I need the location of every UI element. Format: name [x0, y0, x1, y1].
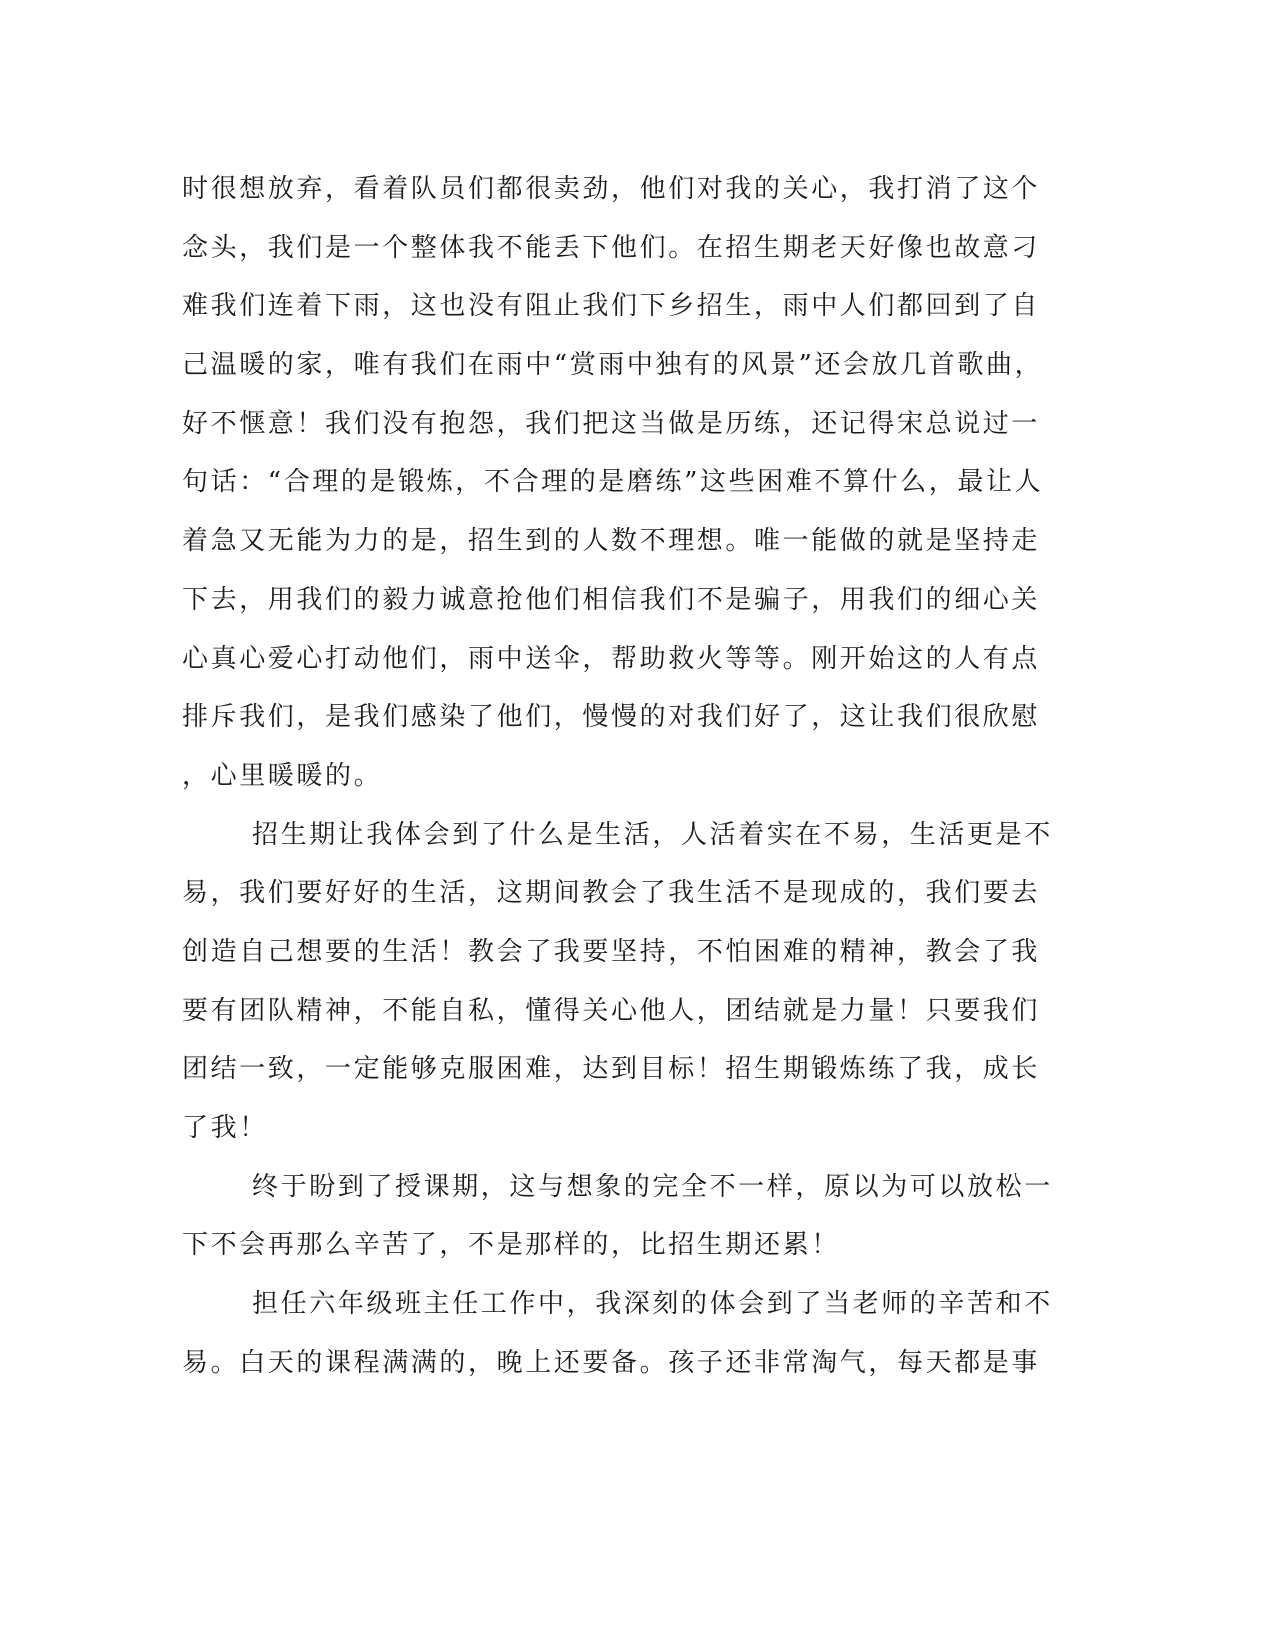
- paragraph-start-line: 担任六年级班主任工作中，我深刻的体会到了当老师的辛苦和不: [252, 1289, 1053, 1320]
- text-line: 下不会再那么辛苦了，不是那样的，比招生期还累！: [182, 1230, 840, 1261]
- text-line: 难我们连着下雨，这也没有阻止我们下乡招生，雨中人们都回到了自: [182, 291, 1041, 322]
- text-line: 易，我们要好好的生活，这期间教会了我生活不是现成的，我们要去: [182, 878, 1041, 909]
- text-line: 要有团队精神，不能自私，懂得关心他人，团结就是力量！只要我们: [182, 995, 1041, 1026]
- text-line: 下去，用我们的毅力诚意抢他们相信我们不是骗子，用我们的细心关: [182, 584, 1041, 615]
- text-line: 好不惬意！我们没有抱怨，我们把这当做是历练，还记得宋总说过一: [182, 408, 1041, 439]
- text-line: 易。白天的课程满满的，晚上还要备。孩子还非常淘气，每天都是事: [182, 1347, 1041, 1378]
- text-line: 句话：“合理的是锻炼，不合理的是磨练”这些困难不算什么，最让人: [182, 467, 1044, 498]
- body-text: [182, 160, 1062, 1392]
- text-line: 团结一致，一定能够克服困难，达到目标！招生期锻炼练了我，成长: [182, 1054, 1041, 1085]
- paragraph-start-line: 招生期让我体会到了什么是生活，人活着实在不易，生活更是不: [252, 819, 1053, 850]
- text-line: 了我！: [182, 1113, 268, 1143]
- text-line: 心真心爱心打动他们，雨中送伞，帮助救火等等。刚开始这的人有点: [182, 643, 1041, 674]
- text-line: 排斥我们，是我们感染了他们，慢慢的对我们好了，这让我们很欣慰: [182, 702, 1041, 733]
- text-line: 创造自己想要的生活！教会了我要坚持，不怕困难的精神，教会了我: [182, 936, 1041, 967]
- text-line: 念头，我们是一个整体我不能丢下他们。在招生期老天好像也故意刁: [182, 232, 1041, 263]
- text-line: 时很想放弃，看着队员们都很卖劲，他们对我的关心，我打消了这个: [182, 174, 1041, 204]
- text-line: ，心里暖暖的。: [182, 760, 383, 791]
- paragraph-start-line: 终于盼到了授课期，这与想象的完全不一样，原以为可以放松一: [252, 1171, 1053, 1202]
- text-line: 己温暖的家，唯有我们在雨中“赏雨中独有的风景”还会放几首歌曲，: [182, 350, 1044, 381]
- text-line: 着急又无能为力的是，招生到的人数不理想。唯一能做的就是坚持走: [182, 526, 1041, 557]
